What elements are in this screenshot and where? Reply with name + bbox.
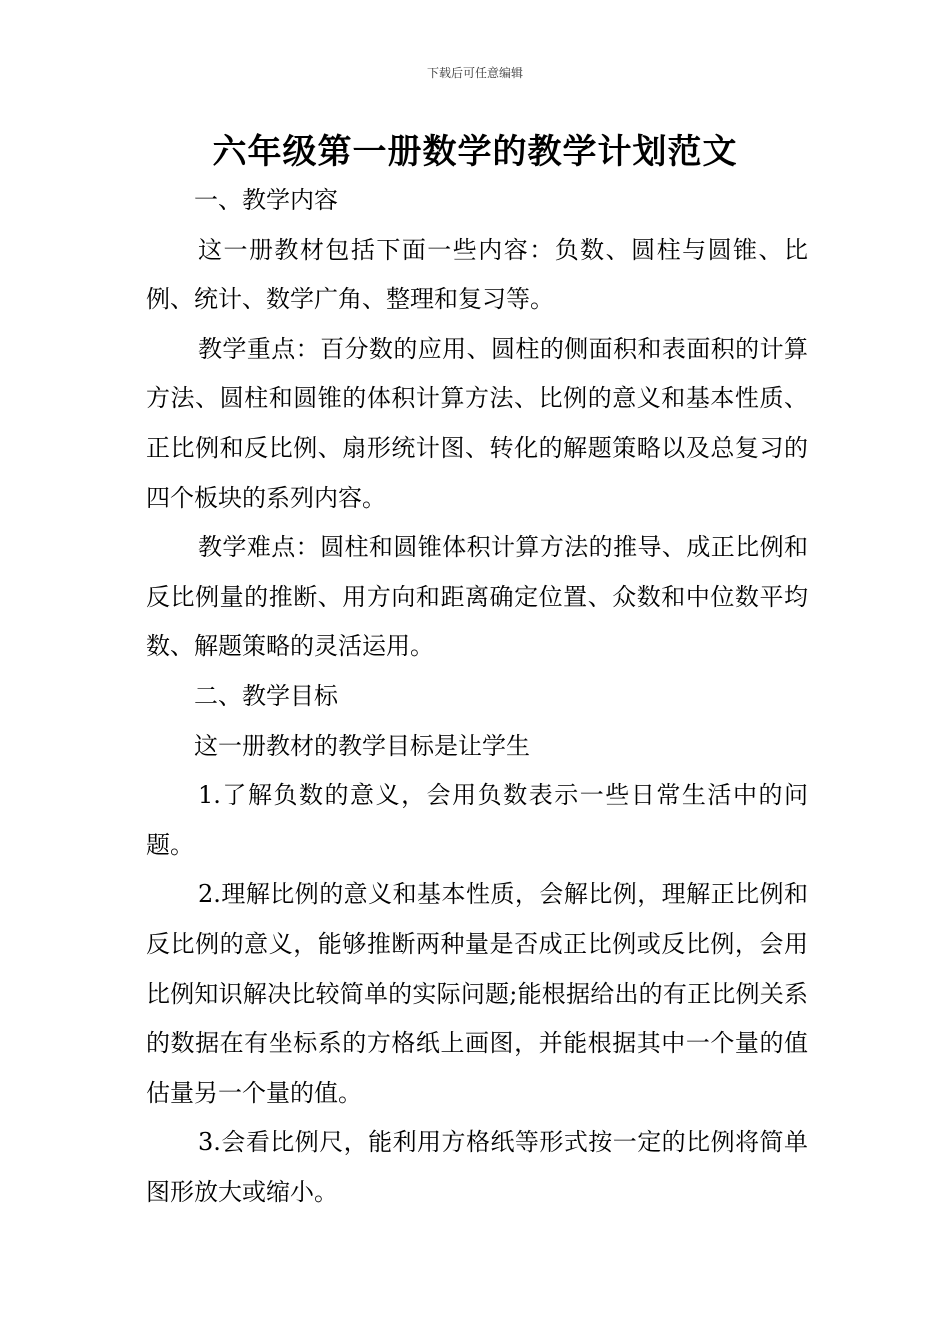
paragraph-difficulties: 教学难点：圆柱和圆锥体积计算方法的推导、成正比例和反比例量的推断、用方向和距离确定位置、众数和中位数平均数、解题策略的灵活运用。 bbox=[146, 533, 808, 661]
document-title: 六年级第一册数学的教学计划范文 bbox=[212, 132, 738, 172]
header-note: 下载后可任意编辑 bbox=[426, 66, 523, 80]
paragraph-content-list: 这一册教材包括下面一些内容：负数、圆柱与圆锥、比例、统计、数学广角、整理和复习等。 bbox=[146, 235, 808, 314]
section-heading-goals: 二、教学目标 bbox=[194, 681, 338, 710]
goal-item-3: 3.会看比例尺，能利用方格纸等形式按一定的比例将简单图形放大或缩小。 bbox=[146, 1128, 808, 1206]
goal-item-1: 1.了解负数的意义，会用负数表示一些日常生活中的问题。 bbox=[146, 781, 808, 859]
document-body bbox=[146, 176, 808, 1217]
paragraph-goals-intro: 这一册教材的教学目标是让学生 bbox=[194, 731, 530, 760]
paragraph-key-points: 教学重点：百分数的应用、圆柱的侧面积和表面积的计算方法、圆柱和圆锥的体积计算方法、比例的意义和基本性质、正比例和反比例、扇形统计图、转化的解题策略以及总复习的四个板块的系列内容。 bbox=[146, 334, 808, 512]
goal-item-2: 2.理解比例的意义和基本性质，会解比例，理解正比例和反比例的意义，能够推断两种量是否成正比例或反比例，会用比例知识解决比较简单的实际问题;能根据给出的有正比例关系的数据在有坐标系的方格纸上画图，并能根据其中一个量的值估量另一个量的值。 bbox=[146, 880, 808, 1107]
section-heading-content: 一、教学内容 bbox=[194, 186, 338, 214]
